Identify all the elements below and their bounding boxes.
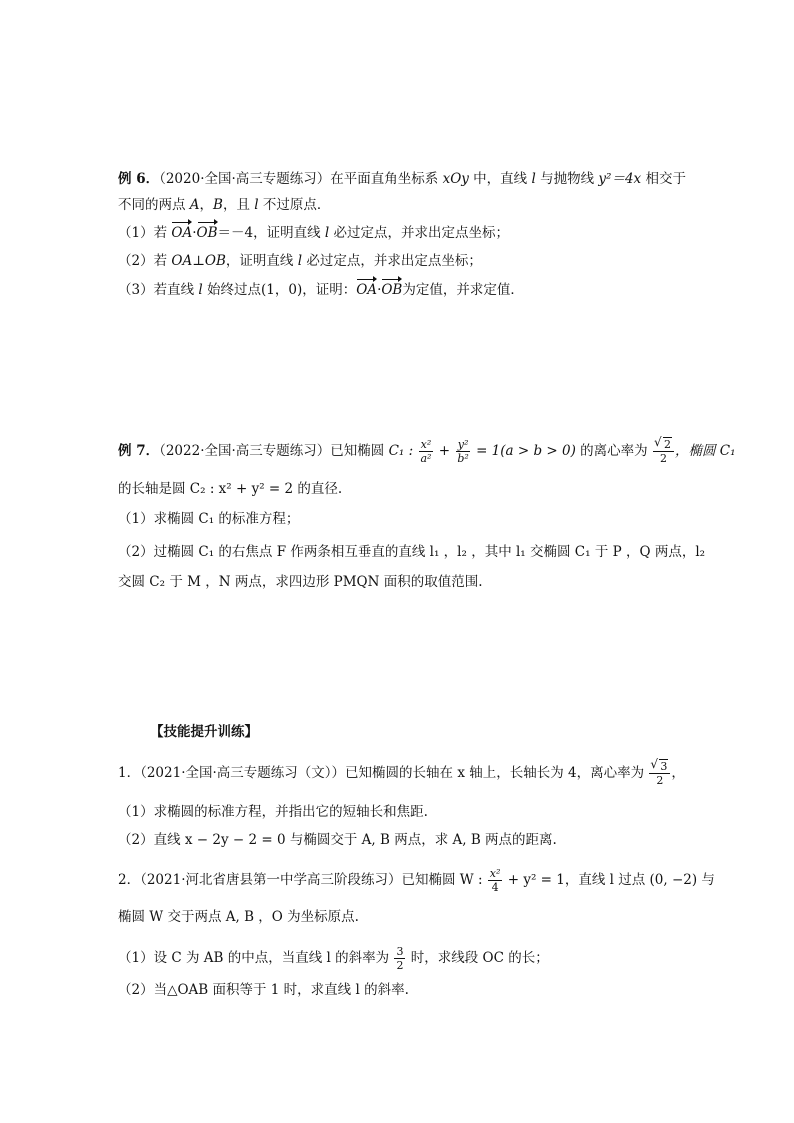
problem-1-q1-text: （1）求椭圆的标准方程，并指出它的短轴长和焦距. (118, 804, 428, 820)
plus-sign: + (434, 443, 455, 459)
slope-fraction (394, 945, 405, 972)
radicand: 3 (660, 760, 668, 773)
problem-2-line-2 (118, 907, 359, 927)
example-6-intro-a: （2020·全国·高三专题练习）在平面直角坐标系 (159, 171, 443, 187)
example-6-line2-a: 不同的两点 (118, 197, 190, 213)
example-6-question-3 (118, 280, 524, 300)
numerator: 3 (396, 945, 404, 958)
vector-oa: OA (356, 282, 378, 298)
q2-prefix: （2）若 (118, 253, 172, 269)
dot-operator: · (192, 225, 197, 241)
problem-1-q2-text: （2）直线 x − 2y − 2 = 0 与椭圆交于 A, B 两点，求 A, B 两点的距离. (118, 832, 557, 848)
denominator: b² (457, 452, 469, 465)
numerator (653, 438, 674, 452)
fraction-y2-b2 (455, 438, 470, 465)
sqrt-symbol (651, 760, 668, 773)
example-7-question-2-line-1 (118, 542, 705, 562)
example-6-question-2 (118, 251, 482, 271)
problem-2-question-2 (118, 980, 409, 1000)
perpendicular-condition: OA⊥OB (171, 253, 226, 269)
ellipse-condition: = 1(a > b > 0) (471, 443, 576, 459)
fraction-x2-4 (488, 867, 503, 894)
ellipse-c1-label: C₁ : (388, 443, 418, 459)
example-6-label: 例 6． (118, 171, 160, 187)
example-7-line-1 (118, 438, 736, 465)
point-a: A (189, 197, 200, 213)
problem-2-q1-suffix: 时，求线段 OC 的长； (406, 950, 549, 966)
example-6-intro-d: 相交于 (641, 171, 686, 187)
example-7-question-1 (118, 509, 299, 529)
line-l: l (531, 171, 536, 187)
line-l: l (254, 197, 259, 213)
example-6-line2-c: 不过原点． (258, 197, 331, 213)
example-7-intro-a: （2022·全国·高三专题练习）已知椭圆 (159, 443, 389, 459)
vector-ob: OB (196, 225, 218, 241)
q2-middle: ，证明直线 (225, 253, 298, 269)
numerator (649, 760, 670, 774)
example-7-intro-c: ，椭圆 C₁ (674, 443, 736, 459)
numerator: x² (420, 438, 432, 451)
radicand: 2 (663, 438, 671, 451)
example-7-label: 例 7． (118, 443, 160, 459)
problem-2-intro-b: + y² = 1，直线 l 过点 (0, −2) 与 (503, 872, 715, 888)
q1-suffix: 必过定点，并求出定点坐标； (329, 225, 510, 241)
q1-prefix: （1）若 (118, 225, 172, 241)
example-6-line-2 (118, 195, 330, 215)
denominator: a² (420, 452, 432, 465)
q3-middle: 始终过点(1，0)，证明： (202, 282, 357, 298)
example-6-intro-c: 与抛物线 (535, 171, 599, 187)
dot-operator: · (377, 282, 382, 298)
example-7-q2-text-2: 交圆 C₂ 于 M ，N 两点，求四边形 PMQN 面积的取值范围. (118, 574, 483, 590)
q3-prefix: （3）若直线 (118, 282, 199, 298)
fraction-x2-a2 (418, 438, 433, 465)
sqrt-symbol (655, 438, 672, 451)
line-l: l (297, 253, 303, 269)
example-7-line-2 (118, 479, 342, 499)
vector-ob: OB (381, 282, 403, 298)
numerator: x² (489, 867, 501, 880)
problem-2-q1-prefix: （1）设 C 为 AB 的中点，当直线 l 的斜率为 (118, 950, 394, 966)
denominator: 2 (656, 774, 664, 787)
problem-1-line-1 (118, 760, 685, 787)
comma: ， (671, 765, 685, 781)
parabola-equation: y²＝4x (598, 171, 642, 187)
numerator: y² (457, 438, 469, 451)
comma: ， (199, 197, 214, 213)
example-7-q1-text: （1）求椭圆 C₁ 的标准方程； (118, 511, 300, 527)
problem-1-intro: 1．（2021·全国·高三专题练习（文））已知椭圆的长轴在 x 轴上，长轴长为 4，离心率为 (118, 765, 649, 781)
problem-2-question-1 (118, 945, 549, 972)
problem-1-question-1 (118, 802, 428, 822)
denominator: 4 (491, 881, 499, 894)
q3-suffix: 为定值，并求定值． (402, 282, 524, 298)
example-7-question-2-line-2 (118, 572, 483, 592)
eccentricity-fraction (653, 438, 674, 465)
example-6-intro-b: 中，直线 (468, 171, 532, 187)
eccentricity-fraction (649, 760, 670, 787)
q1-middle: ＝－4，证明直线 (217, 225, 325, 241)
denominator: 2 (396, 959, 404, 972)
q2-suffix: 必过定点，并求出定点坐标； (302, 253, 482, 269)
line-l: l (198, 282, 203, 298)
problem-1-question-2 (118, 830, 557, 850)
problem-2-line-1 (118, 867, 715, 894)
problem-2-q2-text: （2）当△OAB 面积等于 1 时，求直线 l 的斜率. (118, 982, 409, 998)
example-7-intro-b: 的离心率为 (575, 443, 652, 459)
point-b: B (213, 197, 223, 213)
vector-oa: OA (171, 225, 193, 241)
example-6-line-1 (118, 169, 686, 189)
coord-system: xOy (442, 171, 469, 187)
example-7-line2-text: 的长轴是圆 C₂ : x² + y² = 2 的直径. (118, 481, 343, 497)
example-6-question-1 (118, 223, 509, 243)
example-7-q2-text-1: （2）过椭圆 C₁ 的右焦点 F 作两条相互垂直的直线 l₁ ，l₂ ，其中 l₁ 交椭圆 C₁ 于 P ，Q 两点，l₂ (118, 544, 706, 560)
problem-2-intro-a: 2．（2021·河北省唐县第一中学高三阶段练习）已知椭圆 W : (118, 872, 487, 888)
denominator: 2 (659, 452, 667, 465)
example-6-line2-b: ，且 (222, 197, 255, 213)
line-l: l (324, 225, 330, 241)
problem-2-line2-text: 椭圆 W 交于两点 A, B ，O 为坐标原点. (118, 909, 359, 925)
skills-heading: 【技能提升训练】 (150, 724, 258, 740)
